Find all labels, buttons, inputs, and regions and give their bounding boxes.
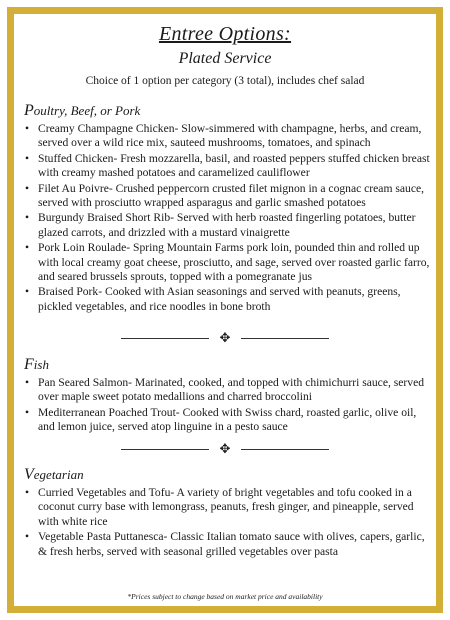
list-item bbox=[24, 285, 432, 314]
entree-list bbox=[24, 122, 432, 314]
entree-list bbox=[24, 376, 432, 435]
bullet-icon: • bbox=[25, 376, 30, 389]
ornament-icon: ✥ bbox=[219, 330, 231, 345]
item-text: Pork Loin Roulade- Spring Mountain Farms pork loin, pounded thin and rolled up with local creamy goat cheese, prosciutto, and sage, served over roasted garlic farro, and seared brussels sprouts, topped with a pomegranate jus bbox=[38, 241, 430, 284]
section-title-initial: P bbox=[24, 102, 34, 119]
bullet-icon: • bbox=[25, 486, 30, 499]
bullet-icon: • bbox=[25, 241, 30, 255]
section-title-initial: V bbox=[24, 466, 34, 483]
list-item bbox=[24, 182, 432, 211]
bullet-icon: • bbox=[25, 122, 30, 135]
section-title-rest: egetarian bbox=[33, 467, 84, 482]
bullet-icon: • bbox=[25, 285, 30, 299]
divider-line-right bbox=[241, 338, 329, 339]
item-text: Mediterranean Poached Trout- Cooked with Swiss chard, roasted garlic, olive oil, and lemon juice, served atop linguine in a pesto sauce bbox=[38, 405, 417, 434]
section-title-rest: oultry, Beef, or Pork bbox=[33, 103, 141, 118]
section-title bbox=[24, 466, 432, 484]
section-title bbox=[24, 356, 432, 374]
bullet-icon: • bbox=[25, 151, 30, 165]
item-text: Burgundy Braised Short Rib- Served with herb roasted fingerling potatoes, butter glazed carrots, and drizzled with a mustard vinaigrette bbox=[38, 211, 416, 239]
ornament-icon: ✥ bbox=[219, 441, 231, 456]
menu-page bbox=[14, 14, 436, 606]
list-item bbox=[24, 152, 432, 181]
price-disclaimer: *Prices subject to change based on market price and availability bbox=[127, 592, 323, 601]
section-vegetarian bbox=[24, 466, 432, 560]
item-text: Pan Seared Salmon- Marinated, cooked, and topped with chimichurri sauce, served over maple sweet potato medallions and charred broccolini bbox=[38, 376, 425, 404]
bullet-icon: • bbox=[25, 530, 30, 544]
section-title-rest: ish bbox=[33, 357, 49, 372]
item-text: Stuffed Chicken- Fresh mozzarella, basil, and roasted peppers stuffed chicken breast with creamy mashed potatoes and caramelized cauliflower bbox=[38, 151, 430, 180]
bullet-icon: • bbox=[25, 405, 30, 419]
selection-note: Choice of 1 option per category (3 total), includes chef salad bbox=[85, 75, 365, 87]
item-text: Braised Pork- Cooked with Asian seasonings and served with peanuts, greens, pickled vegetables, and rice noodles in bone broth bbox=[38, 285, 401, 313]
item-text: Vegetable Pasta Puttanesca- Classic Italian tomato sauce with olives, capers, garlic, & fresh herbs, served with seasonal grilled vegetables over pasta bbox=[38, 530, 425, 558]
list-item bbox=[24, 241, 432, 284]
section-fish bbox=[24, 356, 432, 436]
ornament-divider bbox=[121, 330, 329, 345]
list-item bbox=[24, 486, 432, 529]
section-title-initial: F bbox=[24, 356, 34, 373]
list-item bbox=[24, 211, 432, 240]
section-title bbox=[24, 102, 432, 120]
list-item bbox=[24, 530, 432, 559]
bullet-icon: • bbox=[25, 181, 30, 195]
item-text: Curried Vegetables and Tofu- A variety of bright vegetables and tofu cooked in a coconut curry base with lemongrass, peanuts, fresh ginger, and pineapple, served with white rice bbox=[38, 486, 414, 528]
divider-line-right bbox=[241, 449, 329, 450]
list-item bbox=[24, 406, 432, 435]
entree-list bbox=[24, 486, 432, 559]
page-title: Entree Options: bbox=[158, 23, 292, 45]
item-text: Filet Au Poivre- Crushed peppercorn crusted filet mignon in a cognac cream sauce, served with prosciutto wrapped asparagus and garlic smashed potatoes bbox=[38, 181, 425, 210]
list-item bbox=[24, 376, 432, 405]
section-poultry-beef-pork bbox=[24, 102, 432, 315]
bullet-icon: • bbox=[25, 211, 30, 225]
page-subtitle: Plated Service bbox=[178, 50, 272, 67]
list-item bbox=[24, 122, 432, 151]
item-text: Creamy Champagne Chicken- Slow-simmered with champagne, herbs, and cream, served over a wild rice mix, sauteed mushrooms, tomatoes, and spinach bbox=[38, 122, 422, 150]
ornament-divider bbox=[121, 441, 329, 456]
